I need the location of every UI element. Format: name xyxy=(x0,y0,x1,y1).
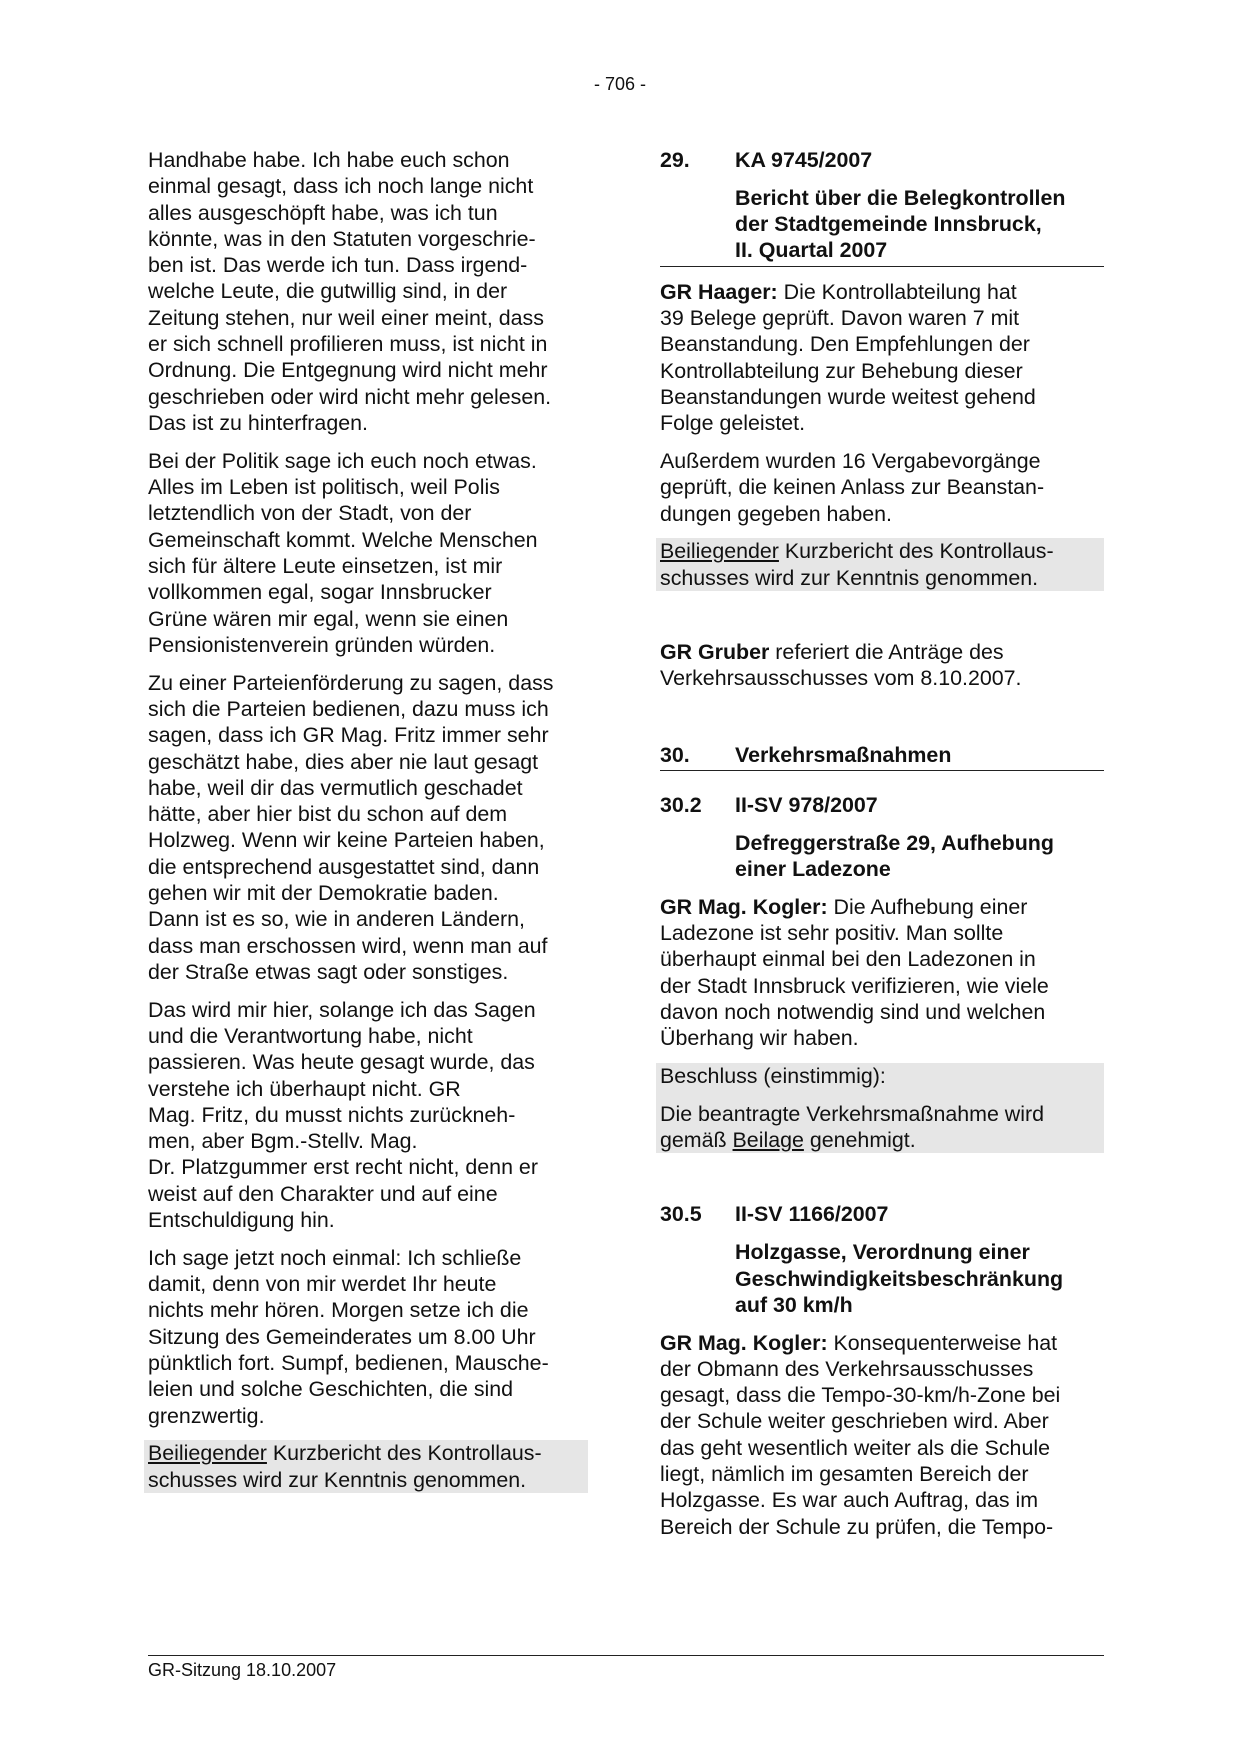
resolution-box-right: Beiliegender Kurzbericht des Kontrollaus- schusses wird zur Kenntnis genommen. xyxy=(656,538,1104,591)
page-number: - 706 - xyxy=(593,74,647,94)
item-title: KA 9745/2007 xyxy=(735,148,873,172)
item-subtitle: Bericht über die Belegkontrollen der Stadtgemeinde Innsbruck, II. Quartal 2007 xyxy=(735,185,1066,263)
paragraph-gruber: GR Gruber referiert die Anträge des Verkehrsausschusses vom 8.10.2007. xyxy=(660,639,1022,691)
agenda-item-29 xyxy=(660,147,1104,267)
speaker-name: GR Mag. Kogler: xyxy=(660,894,828,919)
left-column xyxy=(148,147,588,1493)
paragraph-schliesse: Ich sage jetzt noch einmal: Ich schließe damit, denn von mir werdet Ihr heute nichts mehr hören. Morgen setze ich die Sitzung des Gemeinderates um 8.00 Uhr pünktlich fort. Sumpf, bedienen, Mausche- leien und solche Geschichten, die sind grenzwertig. xyxy=(148,1245,549,1428)
agenda-item-30 xyxy=(660,742,1104,771)
right-column xyxy=(660,147,1104,1551)
item-title: II-SV 978/2007 xyxy=(735,792,878,817)
resolution-box-30-2: Beschluss (einstimmig): Die beantragte Verkehrsmaßnahme wird gemäß Beilage genehmigt. xyxy=(656,1063,1104,1153)
speaker-name: GR Gruber xyxy=(660,639,770,664)
item-subtitle: Defreggerstraße 29, Aufhebung einer Ladezone xyxy=(735,830,1054,881)
paragraph-vergabe: Außerdem wurden 16 Vergabevorgänge geprüft, die keinen Anlass zur Beanstan- dungen gegeben haben. xyxy=(660,448,1045,526)
item-title: II-SV 1166/2007 xyxy=(735,1202,889,1227)
beiliegender-link: Beiliegender xyxy=(148,1441,267,1466)
paragraph-kogler-1: GR Mag. Kogler: Die Aufhebung einer Ladezone ist sehr positiv. Man sollte überhaupt einmal bei den Ladezonen in der Stadt Innsbruck verifizieren, wie viele davon noch notwendig sind und welchen Überhang wir haben. xyxy=(660,894,1049,1051)
speaker-name: GR Haager: xyxy=(660,279,778,304)
item-subtitle: Holzgasse, Verordnung einer Geschwindigkeitsbeschränkung auf 30 km/h xyxy=(735,1240,1064,1317)
resolution-box-left: Beiliegender Kurzbericht des Kontrollaus- schusses wird zur Kenntnis genommen. xyxy=(144,1440,588,1493)
item-title: Verkehrsmaßnahmen xyxy=(735,742,952,767)
agenda-item-30-2 xyxy=(660,792,1104,882)
beilage-link: Beilage xyxy=(732,1128,804,1153)
beschluss-label: Beschluss (einstimmig): xyxy=(660,1064,886,1089)
speaker-name: GR Mag. Kogler: xyxy=(660,1330,828,1355)
item-number: 30.2 xyxy=(660,792,702,817)
paragraph-kogler-2: GR Mag. Kogler: Konsequenterweise hat der Obmann des Verkehrsausschusses gesagt, dass die Tempo-30-km/h-Zone bei der Schule weiter geschrieben wird. Aber das geht wesentlich weiter als die Schule liegt, nämlich im gesamten Bereich der Holzgasse. Es war auch Auftrag, das im Bereich der Schule zu prüfen, die Tempo- xyxy=(660,1330,1061,1539)
beiliegender-link: Beiliegender xyxy=(660,539,779,564)
item-number: 29. xyxy=(660,148,690,172)
paragraph-haager: GR Haager: Die Kontrollabteilung hat 39 Belege geprüft. Davon waren 7 mit Beanstandung. Den Empfehlungen der Kontrollabteilung zur Behebung dieser Beanstandungen wurde weitest gehend Folge geleistet. xyxy=(660,279,1036,436)
item-number: 30.5 xyxy=(660,1202,702,1227)
paragraph-sagen: Das wird mir hier, solange ich das Sagen und die Verantwortung habe, nicht passieren. Was heute gesagt wurde, das verstehe ich überhaupt nicht. GR Mag. Fritz, du musst nichts zurückneh- men, aber Bgm.-Stellv. Mag. Dr. Platzgummer erst recht nicht, denn er weist auf den Charakter und auf eine Entschuldigung hin. xyxy=(148,997,538,1233)
paragraph-parteienfoerderung: Zu einer Parteienförderung zu sagen, dass sich die Parteien bedienen, dazu muss ich sagen, dass ich GR Mag. Fritz immer sehr geschätzt habe, dies aber nie laut gesagt habe, weil dir das vermutlich geschadet hätte, aber hier bist du schon auf dem Holzweg. Wenn wir keine Parteien haben, die entsprechend ausgestattet sind, dann gehen wir mit der Demokratie baden. Dann ist es so, wie in anderen Ländern, dass man erschossen wird, wenn man auf der Straße etwas sagt oder sonstiges. xyxy=(148,670,554,984)
footer-divider xyxy=(148,1655,1104,1656)
paragraph-handhabe: Handhabe habe. Ich habe euch schon einmal gesagt, dass ich noch lange nicht alles ausgeschöpft habe, was ich tun könnte, was in den Statuten vorgeschrie- ben ist. Das werde ich tun. Dass irgend- welche Leute, die gutwillig sind, in der Zeitung stehen, nur weil einer meint, dass er sich schnell profilieren muss, ist nicht in Ordnung. Die Entgegnung wird nicht mehr geschrieben oder wird nicht mehr gelesen. Das ist zu hinterfragen. xyxy=(148,148,552,435)
agenda-item-30-5 xyxy=(660,1201,1104,1318)
item-number: 30. xyxy=(660,742,690,767)
footer-text: GR-Sitzung 18.10.2007 xyxy=(148,1660,337,1680)
paragraph-politik: Bei der Politik sage ich euch noch etwas. Alles im Leben ist politisch, weil Polis letztendlich von der Stadt, von der Gemeinschaft kommt. Welche Menschen sich für ältere Leute einsetzen, ist mir vollkommen egal, sogar Innsbrucker Grüne wären mir egal, wenn sie einen Pensionistenverein gründen würden. xyxy=(148,448,538,657)
